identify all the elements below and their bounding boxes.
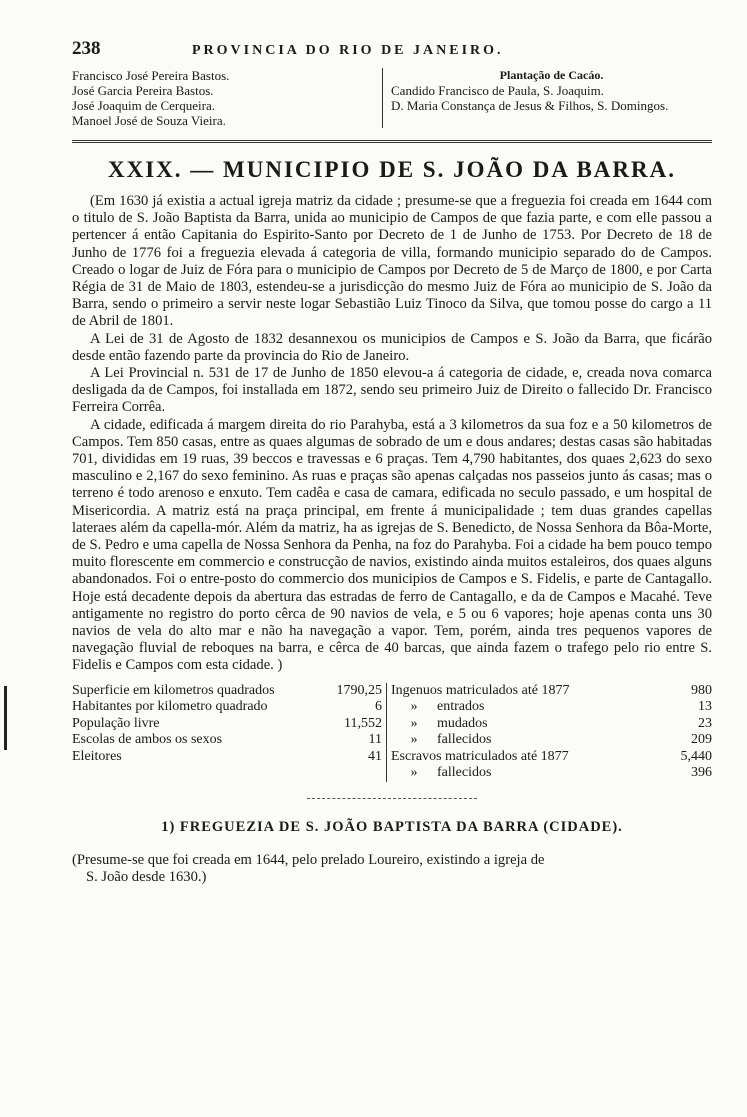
stat-value: 396 [691, 765, 712, 781]
stat-label: Habitantes por kilometro quadrado [72, 699, 268, 715]
proprietors-list [72, 68, 712, 128]
running-head [72, 38, 712, 66]
note-line: (Presume-se que foi creada em 1644, pelo prelado Loureiro, existindo a igreja de [72, 851, 545, 868]
stat-row [391, 699, 712, 716]
paragraph: A Lei Provincial n. 531 de 17 de Junho de 1850 elevou-a á categoria de cidade, e, creada nova comarca desligada da de Campos, foi installada em 1872, sendo seu primeiro Juiz de Direito o fallecido Dr. Francisco Ferreira Corrêa. [72, 365, 712, 416]
plantation-entry: D. Maria Constança de Jesus & Filhos, S. Domingos. [391, 98, 669, 113]
plantation-heading: Plantação de Cacáo. [499, 68, 604, 82]
section-divider [72, 140, 712, 143]
proprietors-left [72, 68, 382, 128]
stat-row [391, 683, 712, 700]
stat-label: » mudados [391, 716, 662, 733]
statistics-right [387, 683, 712, 782]
stat-label: » fallecidos [391, 765, 662, 782]
stat-value: 23 [698, 715, 712, 731]
margin-mark [4, 686, 7, 750]
proprietor-name: José Joaquim de Cerqueira. [72, 98, 215, 113]
subsection-note [72, 852, 712, 886]
stat-value: 5,440 [680, 748, 712, 764]
section-title: XXIX. — MUNICIPIO DE S. JOÃO DA BARRA. [108, 157, 676, 182]
stat-row [391, 765, 712, 782]
stat-label: » entrados [391, 699, 662, 716]
paragraph: A cidade, edificada á margem direita do rio Parahyba, está a 3 kilometros da sua foz e a 50 kilometros de Campos. Tem 850 casas, entre as quaes algumas de sobrado de um e dous andares; destas casas são habitadas 701, divididas em 19 ruas, 39 beccos e travessas e 6 praças. Tem 4,790 habitantes, dos quaes 2,623 do sexo masculino e 2,167 do sexo feminino. As ruas e praças são apenas calçadas nos passeios junto ás casas; mas o terreno é todo arenoso e enxuto. Tem cadêa e casa de camara, edificada no seculo passado, e um hospital de Misericordia. A matriz está na praça principal, em frente á municipalidade ; tem duas grandes capellas lateraes além da capella-mór. Além da matriz, ha as igrejas de S. Benedicto, de Nossa Senhora da Bôa-Morte, de S. Pedro e uma capella de Nossa Senhora da Penha, na foz do Parahyba. Foi a cidade ha bem pouco tempo muito florescente em commercio e construcção de navios, existindo ainda muitos estaleiros, dos quaes alguns abandonados. Foi o entre-posto do commercio dos municipios de Campos e S. Fidelis, e parte de Cantagallo. Hoje está decadente depois da abertura das estradas de ferro de Cantagallo, e da de Campos e Macahé. Teve antigamente no registro do porto cêrca de 90 navios de vela, e 5 ou 6 vapores; hoje apenas conta uns 30 navios de vela do alto mar e não ha navegação a vapor. Tem, porém, ainda tres pequenos vapores de navegação fluvial de reboques na barra, e cêrca de 40 barcas, que ainda fazem o trafego pelo rio entre S. Fidelis e Campos com esta cidade. ) [72, 416, 712, 674]
stat-label: Eleitores [72, 748, 122, 764]
stat-value: 11 [368, 732, 382, 748]
stat-value: 980 [691, 682, 712, 698]
stat-value: 209 [691, 732, 712, 748]
stat-value: 1790,25 [336, 682, 382, 698]
stat-label: Superficie em kilometros quadrados [72, 682, 275, 698]
stat-row [72, 732, 382, 749]
stat-value: 6 [375, 699, 382, 715]
stat-label: » fallecidos [391, 732, 662, 749]
stat-label: População livre [72, 715, 160, 731]
stat-row [391, 716, 712, 733]
subsection-title: 1) FREGUEZIA DE S. JOÃO BAPTISTA DA BARRA (CIDADE). [161, 818, 623, 835]
subsection-divider [307, 798, 477, 799]
stat-label: Ingenuos matriculados até 1877 [391, 682, 570, 698]
ditto-mark: » [410, 699, 418, 715]
proprietor-name: Manoel José de Souza Vieira. [72, 113, 226, 128]
stat-row [391, 732, 712, 749]
stat-row [391, 749, 712, 766]
cacao-plantations [382, 68, 712, 128]
statistics-left [72, 683, 387, 782]
stat-value: 11,552 [344, 715, 382, 731]
page-number: 238 [72, 38, 101, 59]
stat-row [72, 699, 382, 716]
stat-label: Escolas de ambos os sexos [72, 732, 223, 748]
ditto-mark: » [410, 732, 418, 748]
stat-row [72, 683, 382, 700]
paragraph: (Em 1630 já existia a actual igreja matriz da cidade ; presume-se que a freguezia foi creada em 1644 com o titulo de S. João Baptista da Barra, unida ao municipio de Campos de que fazia parte, e com elle passou a pertencer á então Capitania do Espirito-Santo por Decreto de 1 de Junho de 1753. Por Decreto de 18 de Junho de 1776 foi a freguezia elevada á categoria de villa, formando municipio separado do de Campos. Creado o logar de Juiz de Fóra para o municipio de Campos por Decreto de 5 de Março de 1800, e por Carta Régia de 31 de Maio de 1803, estendeu-se a jurisdicção do mesmo Juiz de Fóra ao municipio de S. João da Barra, sendo o primeiro a servir neste logar Sebastião Luiz Tinoco da Silva, que tomou posse do cargo a 11 de Abril de 1801. [72, 193, 712, 330]
ditto-mark: » [410, 765, 418, 781]
plantation-entry: Candido Francisco de Paula, S. Joaquim. [391, 83, 605, 98]
note-line: S. João desde 1630.) [86, 868, 207, 885]
paragraph: A Lei de 31 de Agosto de 1832 desannexou os municipios de Campos e S. João da Barra, que ficárão desde então fazendo parte da provincia do Rio de Janeiro. [72, 330, 712, 364]
stat-row [72, 716, 382, 733]
stat-label: Escravos matriculados até 1877 [391, 748, 569, 764]
proprietor-name: Francisco José Pereira Bastos. [72, 68, 230, 83]
proprietor-name: José Garcia Pereira Bastos. [72, 83, 214, 98]
page [72, 38, 712, 886]
statistics-table [72, 683, 712, 782]
stat-value: 13 [698, 699, 712, 715]
stat-row [72, 749, 382, 766]
stat-value: 41 [368, 748, 382, 764]
running-title: PROVINCIA DO RIO DE JANEIRO. [192, 43, 504, 58]
section-body [72, 193, 712, 675]
ditto-mark: » [410, 715, 418, 731]
